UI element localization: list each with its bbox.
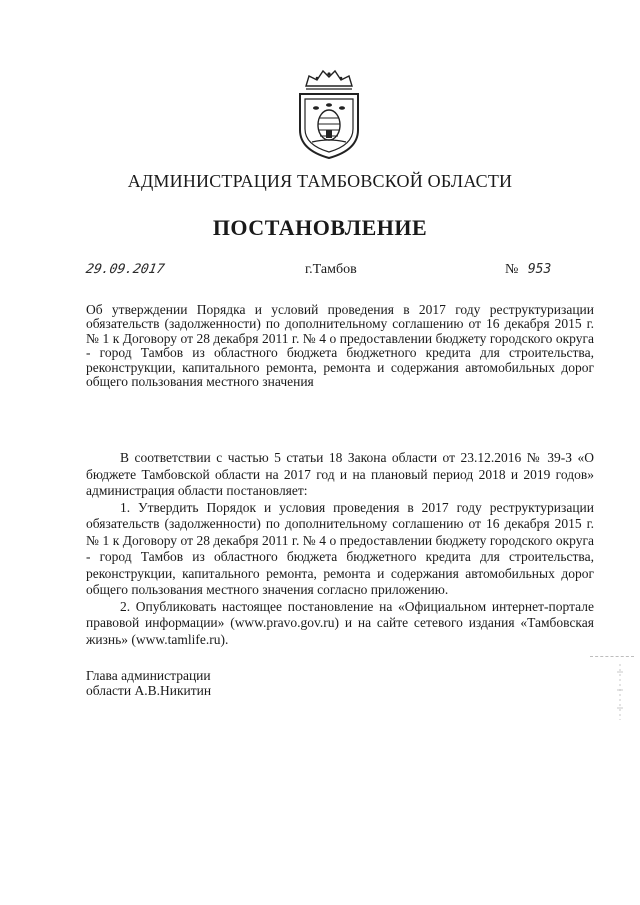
resolution-item-2: 2. Опубликовать настоящее постановление на «Официальном интернет-портале правовой информации» (www.pravo.gov.ru) и на сайте сетевого издания «Тамбовская жизнь» (www.tamlife.ru). [86, 598, 594, 647]
document-body [86, 450, 594, 648]
handwritten-date: 29.09.2017 [84, 262, 166, 277]
margin-stamp-mark [614, 664, 626, 720]
resolution-item-1: 1. Утвердить Порядок и условия проведения в 2017 году реструктуризации обязательств (задолженности) по дополнительному соглашению от 16 декабря 2015 г. № 1 к Договору от 28 декабря 2011 г. № 4 о предоставлении бюджету городского округа - город Тамбов из областного бюджета бюджетного кредита для строительства, реконструкции, капитального ремонта, ремонта и содержания автомобильных дорог общего пользования местного значения согласно приложению. [86, 499, 594, 597]
document-number [505, 262, 551, 278]
signature-block [86, 668, 211, 698]
handwritten-number: 953 [527, 262, 552, 277]
organization-title: АДМИНИСТРАЦИЯ ТАМБОВСКОЙ ОБЛАСТИ [127, 171, 513, 191]
city-label: г.Тамбов [305, 262, 357, 277]
margin-dash-line [590, 656, 634, 659]
preamble-paragraph: В соответствии с частью 5 статьи 18 Закона области от 23.12.2016 № 39-З «О бюджете Тамбовской области на 2017 год и на плановый период 2018 и 2019 годов» администрация области постановляет: [86, 450, 594, 498]
signature-position: Глава администрации [86, 668, 211, 683]
document-subject: Об утверждении Порядка и условий проведения в 2017 году реструктуризации обязательств (задолженности) по дополнительному соглашению от 16 декабря 2015 г. № 1 к Договору от 28 декабря 2011 г. № 4 о предоставлении бюджету городского округа - город Тамбов из областного бюджета бюджетного кредита для строительства, реконструкции, капитального ремонта, ремонта и содержания автомобильных дорог общего пользования местного значения [86, 302, 594, 390]
number-sign: № [505, 262, 519, 277]
coat-of-arms-emblem [294, 68, 364, 160]
signature-name: области А.В.Никитин [86, 683, 212, 698]
document-type-title: ПОСТАНОВЛЕНИЕ [212, 215, 428, 240]
